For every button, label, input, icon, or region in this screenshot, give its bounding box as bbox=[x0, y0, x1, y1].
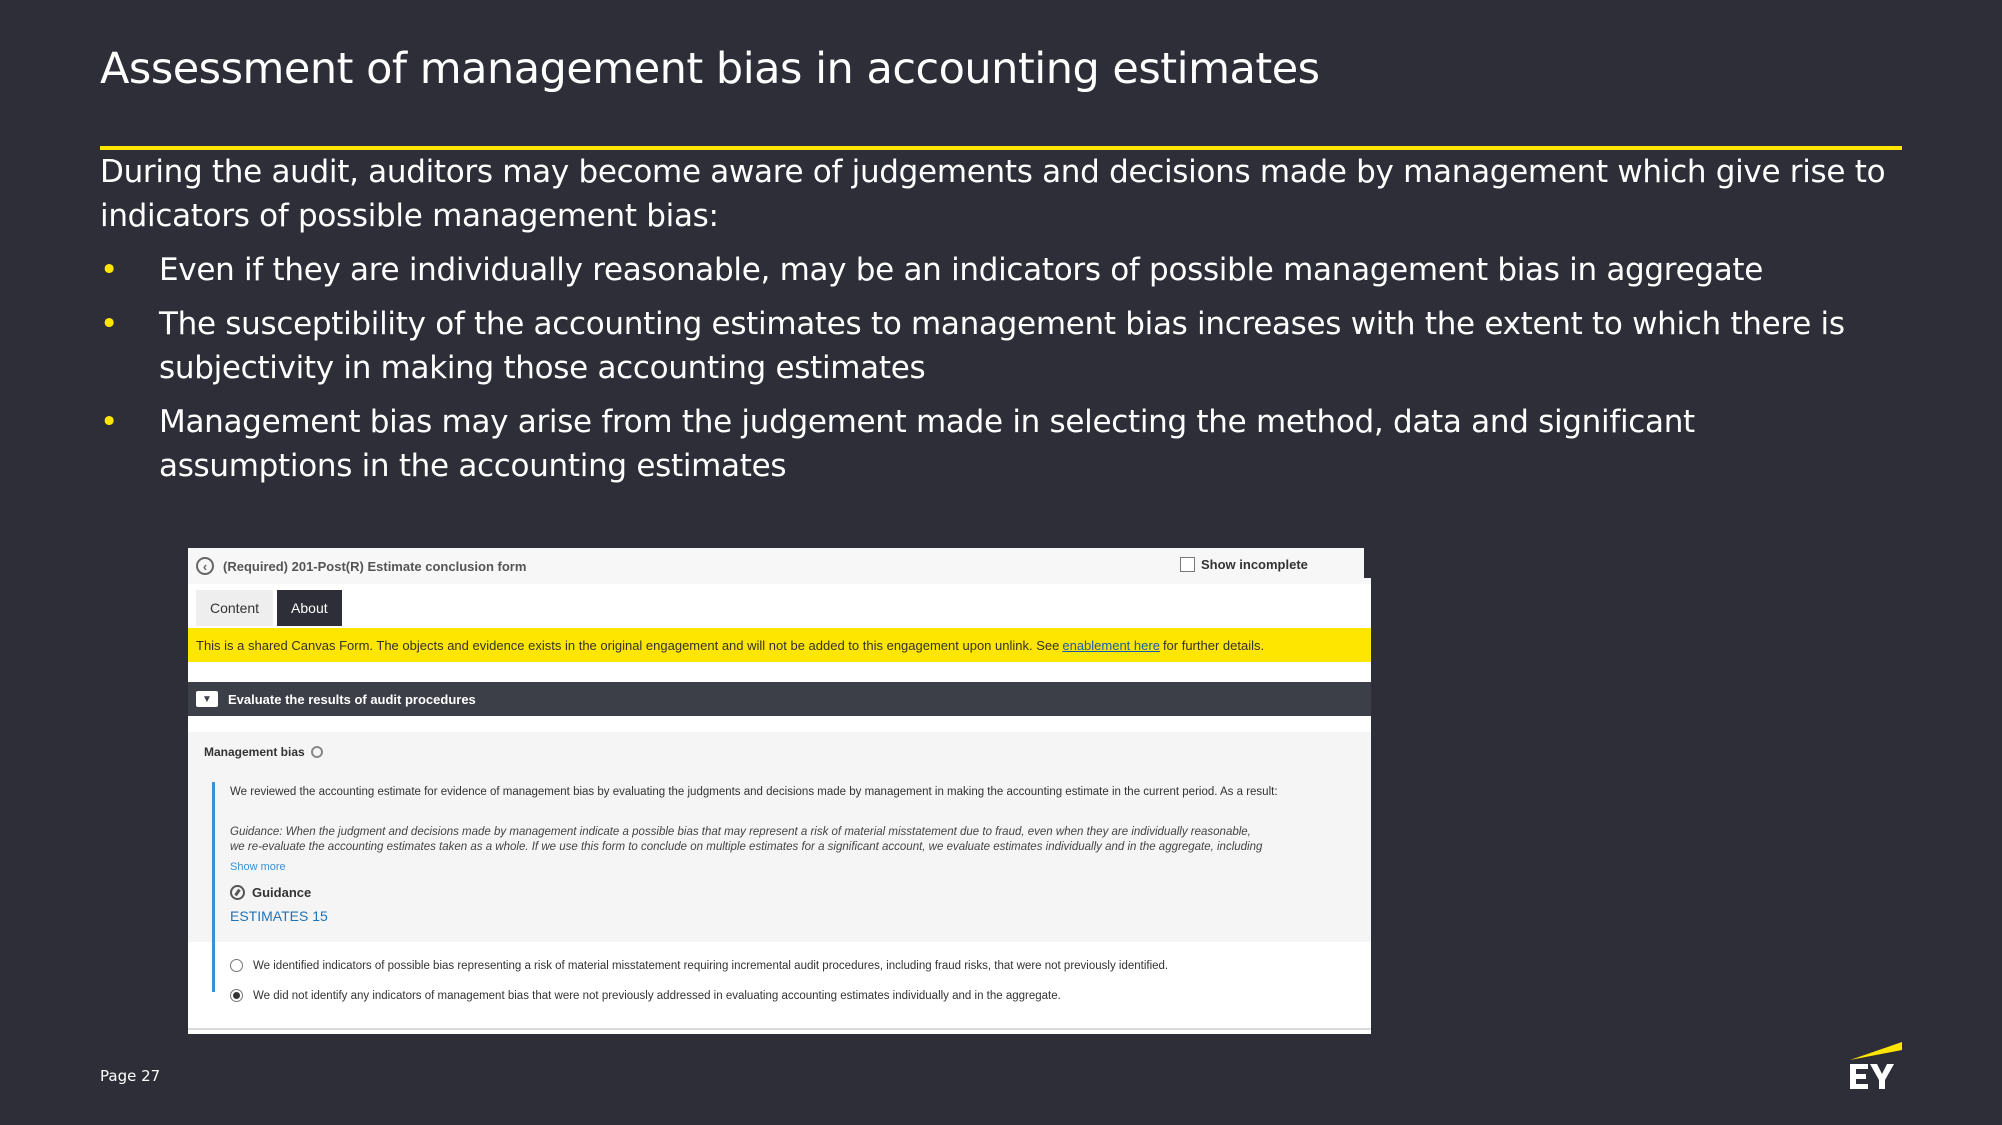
tab-content[interactable]: Content bbox=[196, 590, 273, 626]
chevron-down-icon[interactable]: ▼ bbox=[196, 691, 218, 707]
show-more-link[interactable]: Show more bbox=[230, 861, 286, 873]
option-label: We did not identify any indicators of management bias that were not previously addressed in evaluating accounting estimates individually and in the aggregate. bbox=[253, 989, 1061, 1002]
bullet-item bbox=[100, 302, 1890, 390]
enablement-link[interactable]: enablement here bbox=[1062, 637, 1160, 653]
page-number: Page 27 bbox=[100, 1067, 161, 1085]
intro-text: During the audit, auditors may become aware of judgements and decisions made by management which give rise to indicators of possible management bias: bbox=[100, 154, 1886, 234]
management-bias-label: Management bias bbox=[204, 745, 305, 759]
bullet-text: Even if they are individually reasonable, may be an indicators of possible management bias in aggregate bbox=[159, 252, 1764, 288]
tab-about[interactable]: About bbox=[277, 590, 342, 626]
bullet-item bbox=[100, 400, 1890, 488]
bullet-icon: • bbox=[100, 404, 118, 440]
guidance-label: Guidance bbox=[252, 885, 312, 900]
radio-no-bias[interactable] bbox=[230, 989, 243, 1002]
section-title: Evaluate the results of audit procedures bbox=[228, 691, 476, 707]
crop-edge bbox=[1364, 548, 1371, 578]
guidance-heading bbox=[230, 885, 311, 900]
estimates-15-link[interactable]: ESTIMATES 15 bbox=[230, 908, 328, 924]
slide-title: Assessment of management bias in accounting estimates bbox=[100, 44, 1320, 94]
option-bias-identified[interactable] bbox=[230, 959, 1168, 972]
compass-icon bbox=[230, 885, 245, 900]
option-label: We identified indicators of possible bias representing a risk of material misstatement requiring incremental audit procedures, including fraud risks, that were not previously identified. bbox=[253, 959, 1169, 972]
form-title: (Required) 201-Post(R) Estimate conclusion form bbox=[223, 558, 527, 574]
shared-form-banner bbox=[188, 628, 1371, 662]
management-bias-heading bbox=[204, 745, 323, 759]
guidance-line-1: Guidance: When the judgment and decisions made by management indicate a possible bias that may represent a risk of material misstatement due to fraud, even when they are individually reasonable, bbox=[230, 826, 1251, 838]
form-header bbox=[188, 548, 1371, 584]
radio-bias-identified[interactable] bbox=[230, 959, 243, 972]
show-incomplete-toggle[interactable] bbox=[1180, 557, 1308, 572]
bullet-text: The susceptibility of the accounting estimates to management bias increases with the extent to which there is subjectivity in making those accounting estimates bbox=[159, 306, 1845, 386]
management-bias-section bbox=[188, 732, 1371, 942]
bullet-icon: • bbox=[100, 306, 118, 342]
form-screenshot bbox=[188, 548, 1371, 1034]
bullet-list bbox=[100, 248, 1890, 488]
slide-body bbox=[100, 150, 1890, 498]
tab-bar bbox=[188, 584, 1371, 626]
banner-text: This is a shared Canvas Form. The objects and evidence exists in the original engagement and will not be added to this engagement upon unlink. See bbox=[196, 637, 1060, 653]
bullet-text: Management bias may arise from the judgement made in selecting the method, data and significant assumptions in the accounting estimates bbox=[159, 404, 1695, 484]
bullet-icon: • bbox=[100, 252, 118, 288]
guidance-text bbox=[230, 825, 1360, 855]
back-arrow-icon[interactable]: ‹ bbox=[196, 557, 214, 575]
settings-icon[interactable] bbox=[311, 746, 323, 758]
option-no-bias[interactable] bbox=[230, 989, 1061, 1002]
section-header[interactable] bbox=[188, 682, 1371, 716]
ey-logo bbox=[1848, 1040, 1904, 1096]
form-bottom-border bbox=[188, 1028, 1371, 1030]
banner-text-end: for further details. bbox=[1162, 637, 1265, 653]
guidance-accent-bar bbox=[212, 782, 215, 992]
show-incomplete-label: Show incomplete bbox=[1201, 557, 1308, 572]
guidance-line-2: we re-evaluate the accounting estimates taken as a whole. If we use this form to conclude on multiple estimates for a significant account, we evaluate estimates individually and in the aggregate, including bbox=[230, 841, 1263, 853]
bullet-item bbox=[100, 248, 1890, 292]
show-incomplete-checkbox[interactable] bbox=[1180, 557, 1195, 572]
bias-statement: We reviewed the accounting estimate for evidence of management bias by evaluating the judgments and decisions made by management in making the accounting estimate in the current period. As a result: bbox=[230, 786, 1278, 798]
